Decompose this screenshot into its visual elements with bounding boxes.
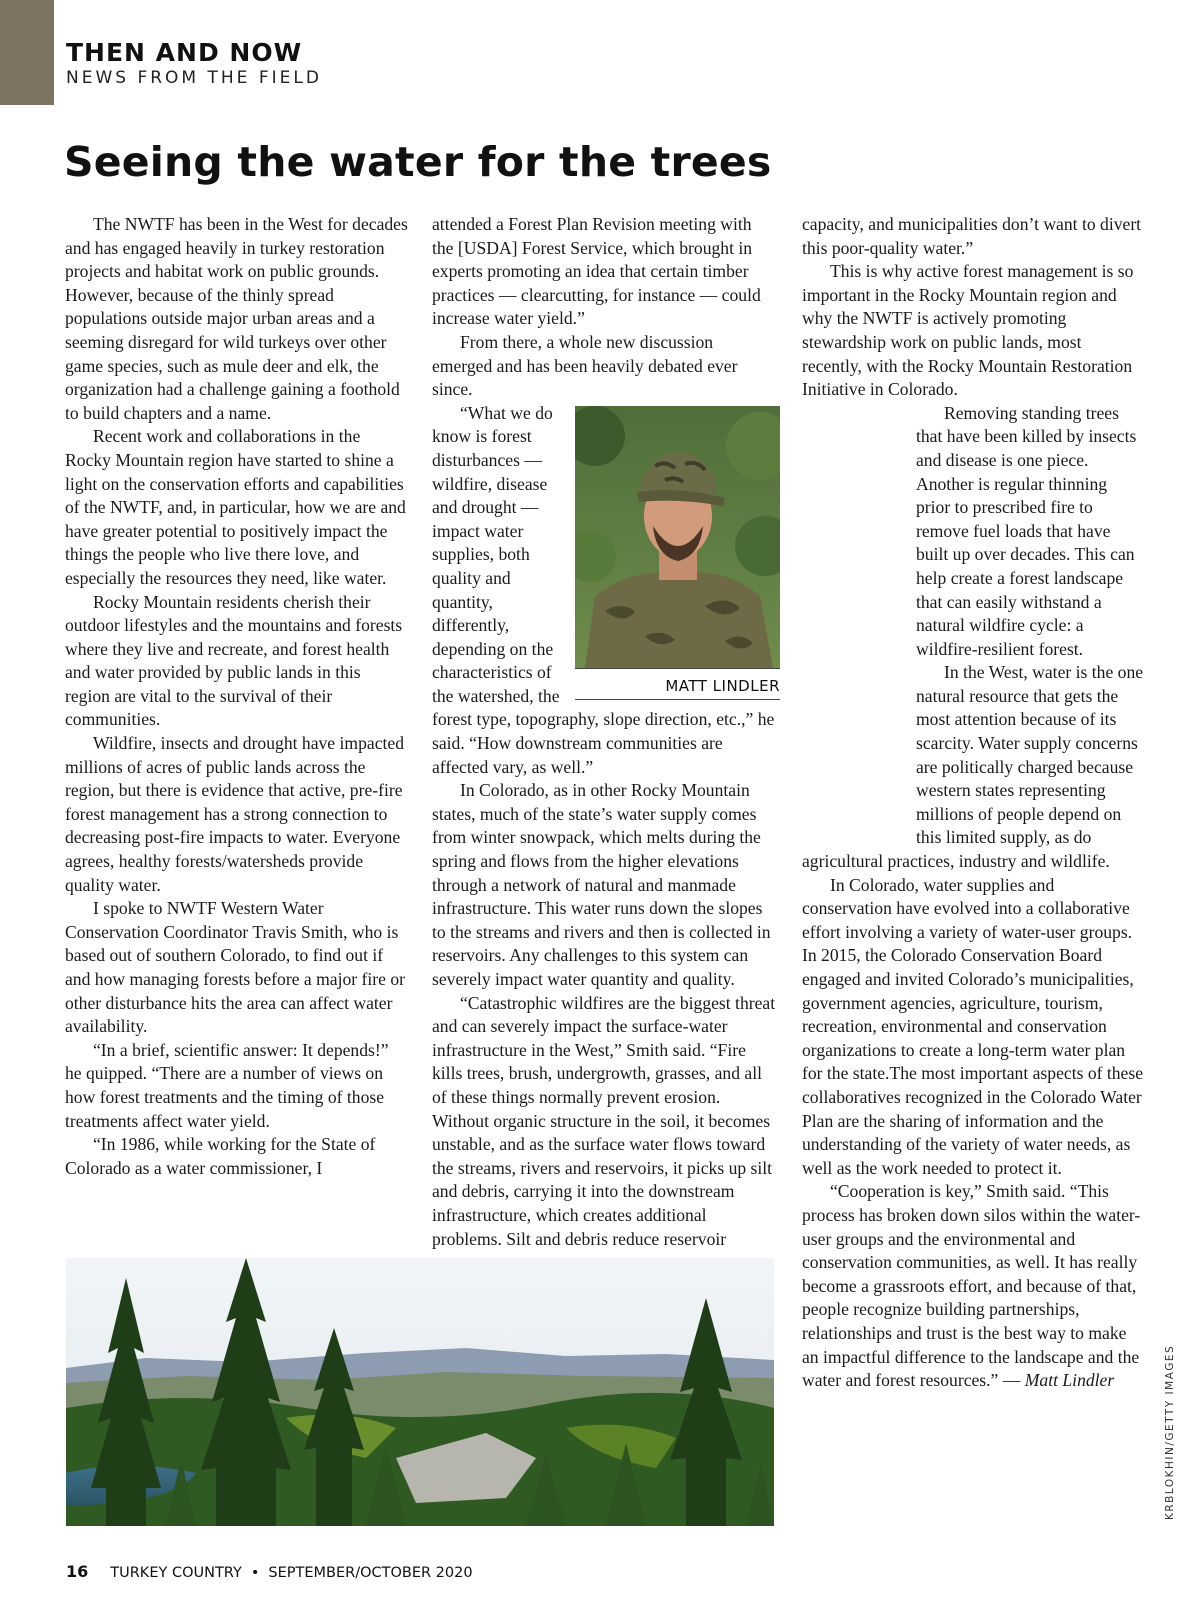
paragraph: In the West, water is the one natural resource that gets the most attention because of its scarcity. Water supply concerns are politically charged because western states representing millions of people depend on this limited supply, as do agricultural practices, industry and wildlife. <box>802 662 1144 872</box>
landscape-photo <box>66 1258 774 1526</box>
article-column-2 <box>432 213 780 1251</box>
paragraph: “Catastrophic wildfires are the biggest threat and can severely impact the surface-water infrastructure in the West,” Smith said. “Fire kills trees, brush, undergrowth, grasses, and all of these things normally prevent erosion. Without organic structure in the soil, it becomes unstable, and as the surface water flows toward the streams, rivers and reservoirs, it picks up silt and debris, carrying it into the downstream infrastructure, which creates additional problems. Silt and debris reduce reservoir <box>432 992 776 1249</box>
article-headline: Seeing the water for the trees <box>64 138 772 186</box>
portrait-photo <box>575 406 780 669</box>
portrait-figure <box>575 406 780 696</box>
article-column-1 <box>65 213 408 1180</box>
paragraph: “In a brief, scientific answer: It depends!” he quipped. “There are a number of views on how forest treatments and the timing of those treatments affect water yield. <box>65 1039 389 1131</box>
paragraph: I spoke to NWTF Western Water Conservation Coordinator Travis Smith, who is based out of southern Colorado, to find out if and how managing forests before a major fire or other disturbance hits the area can affect water availability. <box>65 898 406 1037</box>
closing-text: “Cooperation is key,” Smith said. “This process has broken down silos within the water-user groups and the environmental and conservation communities, as well. It has really become a grassroots effort, and because of that, people recognize building partnerships, relationships and trust is the best way to make an impactful difference to the landscape and the water and forest resources.” — <box>802 1181 1141 1391</box>
section-title: THEN AND NOW <box>66 38 303 67</box>
portrait-caption: MATT LINDLER <box>575 669 780 700</box>
magazine-name: TURKEY COUNTRY <box>110 1565 242 1581</box>
paragraph: This is why active forest management is so important in the Rocky Mountain region and why the NWTF is actively promoting stewardship work on public lands, most recently, with the Rocky Mountain Restoration Initiative in Colorado. <box>802 261 1134 400</box>
paragraph: In Colorado, as in other Rocky Mountain states, much of the state’s water supply comes from winter snowpack, which melts during the spring and flows from the higher elevations through a network of natural and manmade infrastructure. This water runs down the slopes to the streams and rivers and then is collected in reservoirs. Any challenges to this system can severely impact water quantity and quality. <box>432 780 771 989</box>
wrap-spacer <box>802 402 916 842</box>
article-column-3 <box>802 213 1145 1393</box>
paragraph: “In 1986, while working for the State of Colorado as a water commissioner, I <box>65 1134 376 1178</box>
paragraph: capacity, and municipalities don’t want to divert this poor-quality water.” <box>802 214 1142 258</box>
paragraph: Removing standing trees that have been killed by insects and disease is one piece. Another is regular thinning prior to prescribed fire to remove fuel loads that have built up over decades. This can help create a forest landscape that can easily withstand a natural wildfire cycle: a wildfire-resilient forest. <box>916 402 1137 659</box>
footer-bullet: • <box>250 1565 260 1581</box>
paragraph: Rocky Mountain residents cherish their outdoor lifestyles and the mountains and forests where they live and recreate, and forest health and water provided by public lands in this region are vital to the survival of their communities. <box>65 591 403 730</box>
paragraph: From there, a whole new discussion emerged and has been heavily debated ever since. <box>432 331 738 400</box>
page-footer <box>66 1562 473 1581</box>
paragraph: Wildfire, insects and drought have impacted millions of acres of public lands across the region, but there is evidence that active, pre-fire forest management has a strong connection to decreasing post-fire impacts to water. Everyone agrees, healthy forests/watersheds provide quality water. <box>65 733 404 895</box>
issue-date: SEPTEMBER/OCTOBER 2020 <box>268 1565 473 1581</box>
author-signature: Matt Lindler <box>1024 1370 1115 1391</box>
paragraph: The NWTF has been in the West for decades and has engaged heavily in turkey restoration projects and habitat work on public grounds. However, because of the thinly spread populations outside major urban areas and a seeming disregard for wild turkeys over other game species, such as mule deer and elk, the organization had a challenge gaining a foothold to build chapters and a name. <box>65 214 408 423</box>
section-subtitle: NEWS FROM THE FIELD <box>66 68 322 88</box>
photo-credit: KRBLOKHIN/GETTY IMAGES <box>1164 1344 1176 1520</box>
paragraph: attended a Forest Plan Revision meeting with the [USDA] Forest Service, which brought in experts promoting an idea that certain timber practices — clearcutting, for instance — could increase water yield.” <box>432 214 761 329</box>
paragraph: In Colorado, water supplies and conservation have evolved into a collaborative effort involving a variety of water-user groups. In 2015, the Colorado Conservation Board engaged and invited Colorado’s municipalities, government agencies, agriculture, tourism, recreation, environmental and conservation organizations to create a long-term water plan for the state.The most important aspects of these collaboratives recognized in the Colorado Water Plan are the sharing of information and the understanding of the variety of water needs, as well as the work needed to protect it. <box>802 874 1144 1178</box>
portrait-image <box>575 406 780 668</box>
paragraph: “What we do know is forest disturbances — wildfire, disease and drought — impact water supplies, both quality and quantity, differently, depending on the characteristics of the watershed, the forest type, topography, slope direction, etc.,” he said. “How downstream communities are affected vary, as well.” <box>432 402 775 777</box>
paragraph: Recent work and collaborations in the Rocky Mountain region have started to shine a light on the conservation efforts and capabilities of the NWTF, and, in particular, how we are and have greater potential to positively impact the things the people who live there love, and especially the resources they need, like water. <box>65 426 406 588</box>
page-number: 16 <box>66 1562 89 1581</box>
landscape-image <box>66 1258 774 1526</box>
section-tab-bar <box>0 0 54 105</box>
closing-paragraph <box>802 1180 1145 1392</box>
